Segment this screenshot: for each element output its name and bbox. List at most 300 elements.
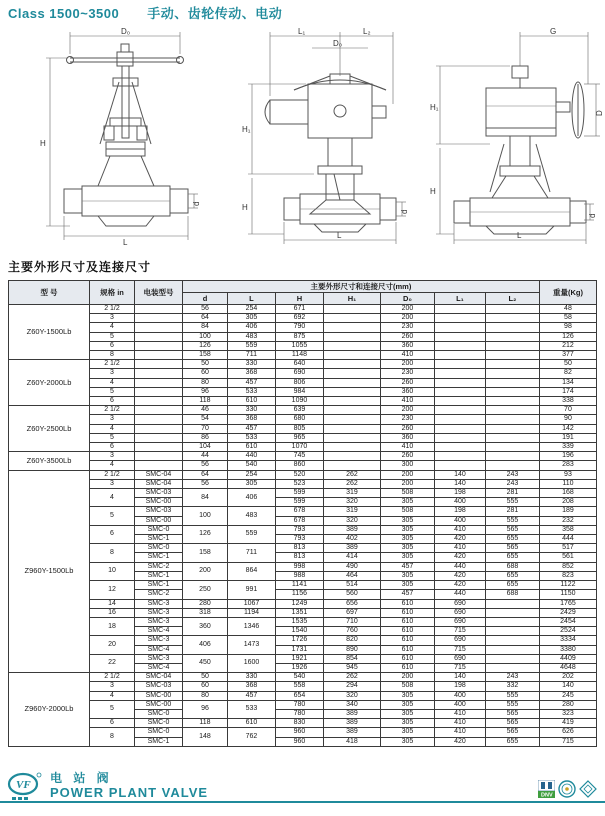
dim-label-d0: D₀ [333,39,343,48]
table-cell [135,461,183,470]
table-cell: 984 [275,387,323,396]
table-cell: 508 [380,682,434,691]
table-cell: 457 [227,691,275,700]
table-cell: 18 [90,617,135,635]
table-cell: 148 [182,728,227,746]
table-cell: 565 [485,719,539,728]
table-cell: 555 [485,691,539,700]
table-cell: 1726 [275,636,323,645]
table-cell: 410 [434,544,485,553]
table-cell: 140 [539,682,596,691]
table-cell: 520 [275,470,323,479]
table-cell: 406 [227,489,275,507]
table-cell: 330 [227,360,275,369]
table-cell: SMC-03 [135,682,183,691]
table-cell: 419 [539,719,596,728]
table-row [9,525,597,534]
table-cell: SMC-4 [135,645,183,654]
model-cell: Z960Y-1500Lb [9,470,90,672]
table-cell: 655 [485,535,539,544]
vf-monogram: VF [16,779,31,791]
table-cell: SMC-04 [135,673,183,682]
table-cell: 260 [380,378,434,387]
header-model: 型 号 [9,281,90,305]
manual-valve-svg [30,26,220,246]
table-row [9,728,597,737]
table-cell: 305 [227,314,275,323]
table-cell: 5 [90,700,135,718]
table-cell: 852 [539,562,596,571]
table-cell: 690 [434,599,485,608]
header-weight: 重量(Kg) [539,281,596,305]
table-cell: SMC-3 [135,617,183,626]
table-cell [485,378,539,387]
table-cell: 377 [539,351,596,360]
table-cell: 960 [275,728,323,737]
table-cell: 655 [485,581,539,590]
table-cell: 70 [539,406,596,415]
table-cell: 656 [323,599,380,608]
table-cell: 50 [182,360,227,369]
dnv-badge-label: DNV [541,792,553,798]
table-cell [434,314,485,323]
table-cell [323,443,380,452]
table-cell: 6 [90,719,135,728]
table-cell [135,351,183,360]
table-cell: 305 [380,700,434,709]
table-cell [485,406,539,415]
table-cell: 20 [90,636,135,654]
table-cell: 1122 [539,581,596,590]
table-cell: SMC-4 [135,663,183,672]
spec-table-head [9,281,597,305]
model-cell: Z60Y-2000Lb [9,360,90,406]
table-cell [434,461,485,470]
table-cell: 50 [539,360,596,369]
table-cell: 2454 [539,617,596,626]
table-cell: 560 [323,590,380,599]
table-cell: 2 1/2 [90,305,135,314]
table-cell [135,369,183,378]
table-cell: 6 [90,341,135,350]
table-row [9,636,597,645]
table-row [9,608,597,617]
dim-label-h: H [430,187,436,196]
table-row [9,599,597,608]
vf-logo-icon [6,772,46,802]
table-cell: 559 [227,525,275,543]
table-cell: 1249 [275,599,323,608]
spec-table-body [9,305,597,747]
header-dim-h1: H₁ [323,293,380,305]
table-cell [135,443,183,452]
table-cell: 64 [182,470,227,479]
table-cell: 3 [90,479,135,488]
table-cell: 790 [275,323,323,332]
table-cell [135,387,183,396]
table-cell: SMC-3 [135,654,183,663]
table-cell: 450 [182,654,227,672]
table-cell: 262 [323,470,380,479]
table-cell: 90 [539,415,596,424]
table-cell [323,378,380,387]
table-cell [135,360,183,369]
table-cell [485,332,539,341]
table-cell: 690 [275,369,323,378]
table-cell: 640 [275,360,323,369]
table-cell [434,387,485,396]
table-cell: 232 [539,516,596,525]
table-cell: 805 [275,424,323,433]
table-cell: 690 [434,617,485,626]
table-cell: 793 [275,525,323,534]
table-cell: 260 [380,424,434,433]
table-cell: 305 [380,709,434,718]
table-cell: 305 [380,498,434,507]
table-cell: 93 [539,470,596,479]
table-cell: 196 [539,452,596,461]
table-cell [485,617,539,626]
table-cell: 300 [380,461,434,470]
table-cell [323,332,380,341]
table-cell: 110 [539,479,596,488]
table-cell: 84 [182,489,227,507]
table-cell: 715 [434,663,485,672]
table-cell: 280 [182,599,227,608]
table-cell: 533 [227,700,275,718]
table-cell: 5 [90,332,135,341]
table-cell: 212 [539,341,596,350]
table-cell: 400 [434,700,485,709]
table-cell: 3334 [539,636,596,645]
table-row [9,360,597,369]
table-cell: 56 [182,305,227,314]
table-row [9,341,597,350]
table-cell: 16 [90,608,135,617]
table-cell: 230 [380,369,434,378]
table-cell: 142 [539,424,596,433]
table-cell: 46 [182,406,227,415]
model-cell: Z960Y-2000Lb [9,673,90,747]
table-cell: 360 [380,433,434,442]
table-cell: 945 [323,663,380,672]
table-cell: 305 [380,516,434,525]
table-cell: 281 [485,507,539,516]
table-row [9,378,597,387]
table-cell: 64 [182,314,227,323]
table-cell: 126 [182,525,227,543]
table-cell: SMC-4 [135,627,183,636]
table-cell: 1070 [275,443,323,452]
table-cell: 250 [182,581,227,599]
spec-table-wrap [8,280,597,747]
table-cell: 692 [275,314,323,323]
table-cell [434,305,485,314]
table-cell: 319 [323,507,380,516]
table-cell: 280 [539,700,596,709]
table-cell: 305 [380,719,434,728]
table-cell: 457 [227,378,275,387]
table-row [9,470,597,479]
table-cell: 1731 [275,645,323,654]
table-cell [135,323,183,332]
table-cell: 610 [380,627,434,636]
table-cell [485,305,539,314]
table-row [9,433,597,442]
table-cell: SMC-1 [135,571,183,580]
table-cell: 1194 [227,608,275,617]
table-cell: SMC-1 [135,737,183,746]
table-row [9,673,597,682]
table-cell [135,433,183,442]
table-cell [135,452,183,461]
table-cell: 610 [380,636,434,645]
table-cell: SMC-1 [135,553,183,562]
page-header [8,3,282,22]
table-cell [323,424,380,433]
electric-valve-drawing [230,26,420,246]
table-cell: 5 [90,433,135,442]
table-cell [485,608,539,617]
table-cell: SMC-03 [135,489,183,498]
table-cell: 14 [90,599,135,608]
table-cell: 610 [380,617,434,626]
gear-valve-svg [420,26,605,246]
table-cell: 168 [539,489,596,498]
table-cell: 389 [323,525,380,534]
table-cell [135,314,183,323]
table-cell: 517 [539,544,596,553]
table-cell [485,341,539,350]
table-cell: 245 [539,691,596,700]
header-spec: 规格 in [90,281,135,305]
table-cell [485,461,539,470]
table-cell: 1351 [275,608,323,617]
table-cell: 104 [182,443,227,452]
table-cell [434,424,485,433]
table-cell: 8 [90,351,135,360]
table-cell: 820 [323,636,380,645]
table-cell: SMC-1 [135,581,183,590]
table-cell: 305 [380,544,434,553]
table-cell: 330 [227,673,275,682]
table-cell: 202 [539,673,596,682]
diamond-cert-badge-icon [579,780,597,798]
table-cell: 610 [380,663,434,672]
table-cell: 402 [323,535,380,544]
table-cell: 793 [275,535,323,544]
table-row [9,654,597,663]
dim-label-l: L [517,231,522,240]
table-cell: 6 [90,443,135,452]
table-cell: 655 [485,553,539,562]
table-cell: 410 [434,525,485,534]
table-cell: 1921 [275,654,323,663]
table-row [9,397,597,406]
table-cell [323,341,380,350]
table-cell: 230 [380,323,434,332]
table-cell: 3380 [539,645,596,654]
table-cell: 98 [539,323,596,332]
table-cell: 400 [434,498,485,507]
table-cell: 10 [90,562,135,580]
table-cell [434,351,485,360]
table-cell: 420 [434,737,485,746]
table-cell: 260 [380,332,434,341]
table-cell: 610 [227,719,275,728]
table-cell: 4648 [539,663,596,672]
table-cell: 555 [485,498,539,507]
table-cell: 890 [323,645,380,654]
dim-label-d: d [400,209,409,214]
table-cell [485,387,539,396]
table-cell: 118 [182,397,227,406]
table-cell [135,341,183,350]
table-cell: 80 [182,378,227,387]
table-cell: 711 [227,544,275,562]
table-cell [323,415,380,424]
table-cell: 599 [275,489,323,498]
table-cell: SMC-0 [135,544,183,553]
table-cell [485,397,539,406]
table-cell: 1055 [275,341,323,350]
table-cell [135,406,183,415]
table-cell: 305 [380,737,434,746]
table-cell [323,406,380,415]
table-cell: 780 [275,700,323,709]
table-cell [434,433,485,442]
table-cell: 200 [380,470,434,479]
table-cell [485,360,539,369]
table-cell: 330 [227,406,275,415]
table-cell: 389 [323,544,380,553]
table-cell [323,314,380,323]
table-cell: 305 [380,728,434,737]
table-cell [485,369,539,378]
round-cert-badge-icon [558,780,576,798]
table-cell: 1090 [275,397,323,406]
table-cell: SMC-3 [135,599,183,608]
header-dim-d: d [182,293,227,305]
table-cell: 118 [182,719,227,728]
table-cell: 283 [539,461,596,470]
table-cell: 1346 [227,617,275,635]
table-cell [485,433,539,442]
table-cell: 420 [434,553,485,562]
dim-label-l2: L₂ [363,27,371,36]
table-cell: 158 [182,544,227,562]
table-cell: 715 [434,627,485,636]
table-cell: 998 [275,562,323,571]
table-cell: 715 [539,737,596,746]
dim-label-g: G [550,27,557,36]
dim-label-h1: H₁ [242,125,251,134]
table-cell: 514 [323,581,380,590]
table-cell [485,415,539,424]
table-row [9,700,597,709]
table-cell: 410 [380,351,434,360]
table-cell: SMC-3 [135,608,183,617]
table-cell: 508 [380,507,434,516]
table-cell: 12 [90,581,135,599]
table-cell: 565 [485,709,539,718]
table-cell: 1540 [275,627,323,636]
table-cell: 174 [539,387,596,396]
table-cell: 368 [227,415,275,424]
dim-label-l1: L₁ [298,27,306,36]
table-cell: 262 [323,479,380,488]
brand-text [50,772,208,800]
table-cell: 96 [182,387,227,396]
table-cell: 610 [380,645,434,654]
table-cell: 2 1/2 [90,406,135,415]
table-cell: 200 [380,305,434,314]
table-row [9,305,597,314]
table-cell: SMC-00 [135,498,183,507]
dim-label-h: H [242,203,248,212]
table-cell: 444 [539,535,596,544]
table-cell: 198 [434,507,485,516]
table-cell [434,360,485,369]
table-cell: 140 [434,673,485,682]
table-cell: 420 [434,535,485,544]
table-cell: 540 [227,461,275,470]
table-cell: 5 [90,507,135,525]
brand-name-en: POWER PLANT VALVE [50,785,209,800]
table-cell: 2429 [539,608,596,617]
table-cell: 780 [275,709,323,718]
table-cell: 6 [90,397,135,406]
table-row [9,682,597,691]
table-cell: 678 [275,516,323,525]
dnv-badge-icon [538,780,555,798]
dim-label-d0: D₀ [121,27,131,36]
table-cell [135,332,183,341]
table-cell: 1148 [275,351,323,360]
table-cell: 126 [182,341,227,350]
table-cell: 960 [275,737,323,746]
table-cell: 230 [380,415,434,424]
table-cell: 988 [275,571,323,580]
table-cell: 305 [380,581,434,590]
table-cell: 555 [485,700,539,709]
table-cell: 340 [323,700,380,709]
table-cell: 688 [485,562,539,571]
table-cell: 3 [90,415,135,424]
table-cell: 533 [227,433,275,442]
table-cell [434,323,485,332]
table-cell: 671 [275,305,323,314]
electric-valve-svg [230,26,420,246]
table-cell: 806 [275,378,323,387]
table-cell: 305 [380,553,434,562]
table-cell [485,645,539,654]
table-cell: 5 [90,387,135,396]
table-cell [485,314,539,323]
table-cell: 457 [380,590,434,599]
table-cell: 140 [434,479,485,488]
table-cell: 305 [380,535,434,544]
table-cell: 1150 [539,590,596,599]
table-cell: 294 [323,682,380,691]
table-cell [323,305,380,314]
table-cell: 464 [323,571,380,580]
table-cell: 1926 [275,663,323,672]
table-cell: 610 [227,397,275,406]
table-cell: 1600 [227,654,275,672]
table-cell: 406 [182,636,227,654]
table-cell: 389 [323,709,380,718]
